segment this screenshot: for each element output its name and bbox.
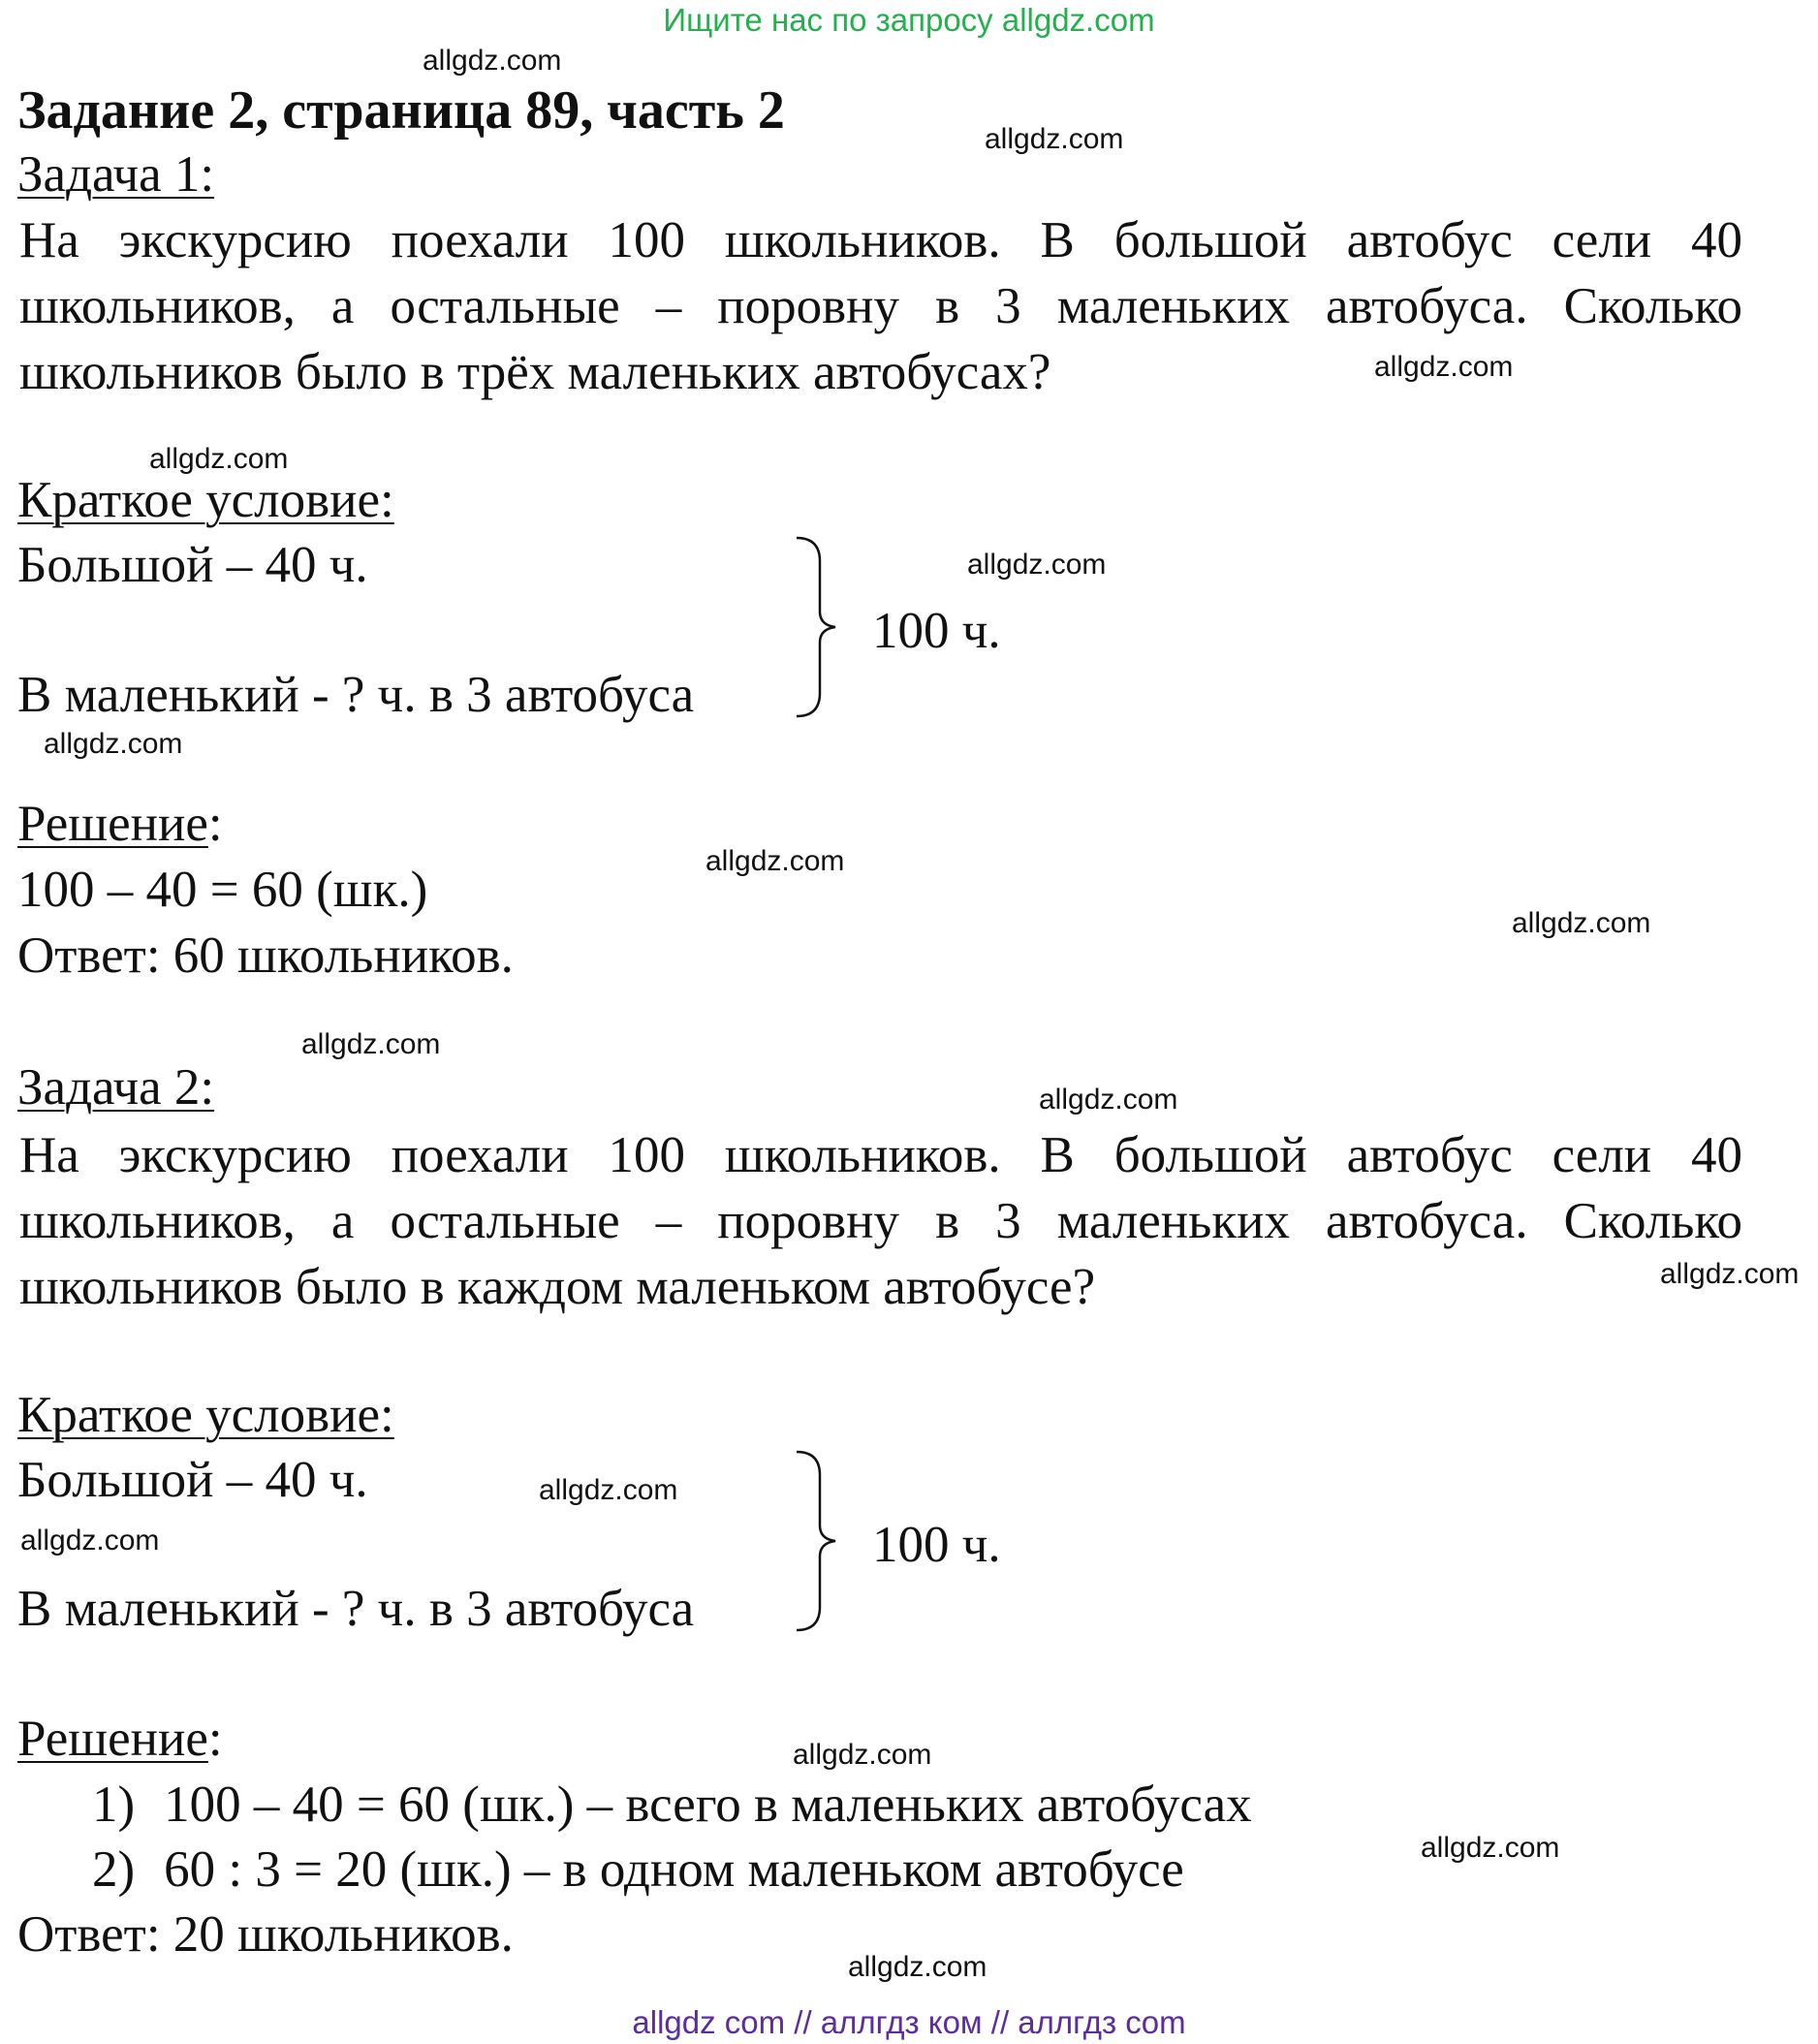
watermark: allgdz.com (967, 549, 1107, 581)
task2-solution-label: Решение (17, 1711, 208, 1767)
page-title: Задание 2, страница 89, часть 2 (17, 80, 785, 141)
task2-step-1 (92, 1776, 1252, 1834)
task1-brace (795, 536, 843, 720)
watermark: allgdz.com (301, 1028, 441, 1060)
task1-answer: Ответ: 60 школьников. (17, 928, 514, 984)
watermark: allgdz.com (539, 1474, 678, 1506)
task1-heading: Задача 1: (17, 146, 215, 203)
watermark: allgdz.com (1039, 1084, 1178, 1116)
watermark: allgdz.com (44, 728, 183, 760)
task2-step-1-num: 1) (92, 1777, 136, 1833)
watermark: allgdz.com (793, 1739, 932, 1771)
watermark: allgdz.com (985, 123, 1124, 155)
task2-step-1-text: 100 – 40 = 60 (шк.) – всего в маленьких автобусах (164, 1777, 1252, 1833)
top-banner[interactable]: Ищите нас по запросу allgdz.com (663, 2, 1155, 38)
task2-answer: Ответ: 20 школьников. (17, 1906, 514, 1963)
task1-solution-heading (17, 795, 223, 853)
watermark: allgdz.com (20, 1525, 160, 1557)
task1-line-big: Большой – 40 ч. (17, 537, 368, 593)
task2-heading: Задача 2: (17, 1059, 215, 1116)
task2-step-2-text: 60 : 3 = 20 (шк.) – в одном маленьком автобусе (164, 1841, 1184, 1898)
task2-step-2 (92, 1840, 1184, 1899)
task2-text: На экскурсию поехали 100 школьников. В большой автобус сели 40 школьников, а остальные – поровну в 3 маленьких автобуса. Сколько школьников было в каждом маленьком автобусе? (19, 1127, 1742, 1315)
task2-total: 100 ч. (872, 1517, 1001, 1573)
watermark: allgdz.com (1374, 351, 1514, 383)
task2-step-2-num: 2) (92, 1841, 136, 1898)
task1-total: 100 ч. (872, 603, 1001, 659)
watermark: allgdz.com (1421, 1832, 1560, 1864)
watermark: allgdz.com (423, 45, 562, 77)
task1-condition-heading: Краткое условие: (17, 472, 394, 528)
task2-condition-heading: Краткое условие: (17, 1387, 394, 1443)
bottom-banner[interactable]: allgdz com // аллгдз ком // аллгдз com (632, 2004, 1186, 2040)
task2-solution-heading (17, 1710, 223, 1768)
task1-line-small: В маленький - ? ч. в 3 автобуса (17, 667, 695, 723)
task1-solution-line: 100 – 40 = 60 (шк.) (17, 862, 428, 918)
watermark: allgdz.com (149, 443, 289, 475)
watermark: allgdz.com (848, 1951, 987, 1983)
task1-solution-label: Решение (17, 796, 208, 852)
watermark: allgdz.com (1512, 907, 1651, 939)
watermark: allgdz.com (1660, 1258, 1800, 1290)
task2-line-small: В маленький - ? ч. в 3 автобуса (17, 1581, 695, 1637)
task1-solution-colon: : (207, 796, 223, 852)
task2-line-big: Большой – 40 ч. (17, 1452, 368, 1508)
task2-solution-colon: : (207, 1711, 223, 1767)
watermark: allgdz.com (705, 845, 845, 877)
task1-text: На экскурсию поехали 100 школьников. В большой автобус сели 40 школьников, а остальные – поровну в 3 маленьких автобуса. Сколько школьников было в трёх маленьких автобусах? (19, 212, 1742, 400)
task2-brace (795, 1450, 843, 1634)
